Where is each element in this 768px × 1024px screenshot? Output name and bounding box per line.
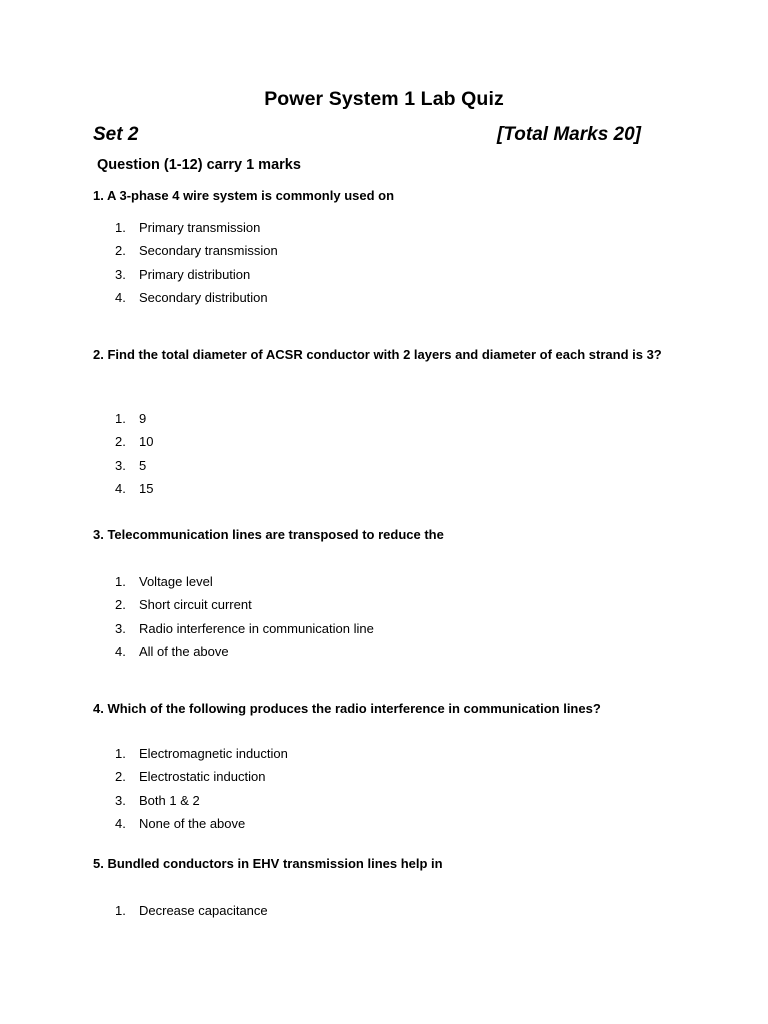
question-5-text: 5. Bundled conductors in EHV transmission lines help in — [93, 856, 443, 871]
option-text: Voltage level — [139, 574, 213, 589]
option-item — [115, 219, 278, 242]
option-number: 2. — [115, 434, 126, 450]
option-number: 2. — [115, 243, 126, 259]
option-text: 15 — [139, 480, 154, 496]
option-text: Electrostatic induction — [139, 769, 266, 785]
option-number: 4. — [115, 643, 126, 659]
option-item — [115, 573, 374, 596]
option-text: Primary distribution — [139, 266, 251, 282]
question-2-options — [115, 410, 153, 503]
option-item — [115, 266, 278, 289]
option-item — [115, 815, 288, 838]
option-text: Decrease capacitance — [139, 903, 268, 918]
option-item — [115, 620, 374, 643]
question-1-options — [115, 219, 278, 312]
option-text: Secondary distribution — [139, 289, 268, 305]
option-number: 4. — [115, 289, 126, 305]
option-number: 1. — [115, 411, 126, 426]
option-item — [115, 902, 268, 925]
option-item — [115, 433, 153, 456]
option-text: Radio interference in communication line — [139, 620, 374, 636]
option-text: Electromagnetic induction — [139, 746, 288, 761]
option-item — [115, 480, 153, 503]
question-3-options — [115, 573, 374, 666]
option-text: Short circuit current — [139, 597, 252, 613]
option-item — [115, 768, 288, 791]
option-item — [115, 457, 153, 480]
question-3-text: 3. Telecommunication lines are transposed to reduce the — [93, 527, 444, 542]
option-item — [115, 410, 153, 433]
option-number: 1. — [115, 903, 126, 918]
question-1-text: 1. A 3-phase 4 wire system is commonly used on — [93, 188, 395, 203]
option-text: 9 — [139, 411, 147, 426]
option-text: Primary transmission — [139, 220, 261, 235]
option-text: Both 1 & 2 — [139, 792, 200, 808]
option-number: 4. — [115, 480, 126, 496]
option-item — [115, 596, 374, 619]
document-title: Power System 1 Lab Quiz — [264, 88, 504, 110]
option-text: All of the above — [139, 643, 229, 659]
option-item — [115, 792, 288, 815]
option-number: 3. — [115, 792, 126, 808]
option-number: 3. — [115, 620, 126, 636]
option-number: 2. — [115, 597, 126, 613]
question-2-text: 2. Find the total diameter of ACSR conductor with 2 layers and diameter of each strand is 3? — [93, 347, 662, 362]
question-4-options — [115, 745, 288, 838]
section-note: Question (1-12) carry 1 marks — [97, 157, 301, 173]
option-number: 1. — [115, 220, 126, 235]
option-number: 1. — [115, 574, 126, 589]
set-label: Set 2 — [93, 124, 139, 145]
option-item — [115, 242, 278, 265]
option-item — [115, 745, 288, 768]
option-item — [115, 643, 374, 666]
option-item — [115, 289, 278, 312]
question-4-text: 4. Which of the following produces the radio interference in communication lines? — [93, 701, 601, 716]
option-number: 4. — [115, 815, 126, 831]
option-text: None of the above — [139, 815, 246, 831]
option-number: 3. — [115, 266, 126, 282]
option-text: 10 — [139, 434, 154, 450]
option-number: 2. — [115, 769, 126, 785]
option-text: Secondary transmission — [139, 243, 278, 259]
question-5-options — [115, 902, 268, 925]
total-marks: [Total Marks 20] — [497, 124, 641, 145]
option-number: 3. — [115, 457, 126, 473]
option-text: 5 — [139, 457, 147, 473]
option-number: 1. — [115, 746, 126, 761]
